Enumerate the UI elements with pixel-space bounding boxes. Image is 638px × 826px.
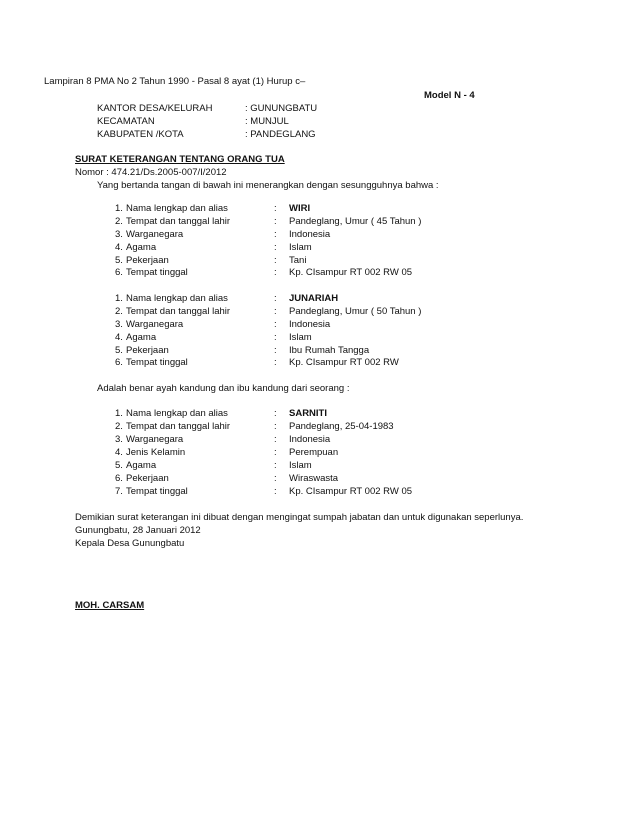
office-label: KECAMATAN (97, 116, 155, 127)
field-label: Nama lengkap dan alias (126, 408, 228, 419)
field-colon: : (274, 460, 277, 471)
field-label: Tempat tinggal (126, 486, 188, 497)
item-number: 7. (115, 486, 123, 497)
item-number: 4. (115, 332, 123, 343)
closing-statement: Demikian surat keterangan ini dibuat dengan mengingat sumpah jabatan dan untuk digunakan seperlunya. (75, 512, 524, 523)
field-value: Kp. CIsampur RT 002 RW 05 (289, 486, 413, 497)
field-value: Indonesia (289, 229, 331, 240)
field-value: Ibu Rumah Tangga (289, 345, 370, 356)
field-value: Indonesia (289, 434, 331, 445)
item-number: 4. (115, 242, 123, 253)
field-value: Wiraswasta (289, 473, 339, 484)
item-number: 2. (115, 216, 123, 227)
field-value: Pandeglang, Umur ( 50 Tahun ) (289, 306, 422, 317)
field-colon: : (274, 306, 277, 317)
field-colon: : (274, 473, 277, 484)
item-number: 6. (115, 473, 123, 484)
item-number: 1. (115, 293, 123, 304)
field-colon: : (274, 486, 277, 497)
relation-text: Adalah benar ayah kandung dan ibu kandung dari seorang : (97, 383, 350, 394)
office-label: KABUPATEN /KOTA (97, 129, 184, 140)
place-date: Gunungbatu, 28 Januari 2012 (75, 525, 201, 536)
field-colon: : (274, 357, 277, 368)
field-value: Pandeglang, 25-04-1983 (289, 421, 394, 432)
field-label: Warganegara (126, 319, 184, 330)
field-colon: : (274, 216, 277, 227)
item-number: 3. (115, 319, 123, 330)
field-value: Islam (289, 332, 312, 343)
field-label: Tempat tinggal (126, 267, 188, 278)
model-code: Model N - 4 (424, 90, 475, 101)
item-number: 5. (115, 345, 123, 356)
field-value: Pandeglang, Umur ( 45 Tahun ) (289, 216, 422, 227)
field-label: Pekerjaan (126, 255, 169, 266)
field-colon: : (274, 319, 277, 330)
item-number: 1. (115, 408, 123, 419)
document-title: SURAT KETERANGAN TENTANG ORANG TUA (75, 154, 285, 165)
signer-name: MOH. CARSAM (75, 600, 145, 611)
document-number: Nomor : 474.21/Ds.2005-007/I/2012 (75, 167, 227, 178)
field-label: Tempat dan tanggal lahir (126, 216, 231, 227)
item-number: 4. (115, 447, 123, 458)
item-number: 1. (115, 203, 123, 214)
signer-title: Kepala Desa Gunungbatu (75, 538, 185, 549)
field-colon: : (274, 434, 277, 445)
field-label: Tempat tinggal (126, 357, 188, 368)
field-colon: : (274, 293, 277, 304)
field-value: Kp. CIsampur RT 002 RW (289, 357, 399, 368)
field-value: Kp. CIsampur RT 002 RW 05 (289, 267, 413, 278)
field-label: Nama lengkap dan alias (126, 293, 228, 304)
field-label: Tempat dan tanggal lahir (126, 306, 231, 317)
field-colon: : (274, 408, 277, 419)
field-label: Agama (126, 460, 157, 471)
item-number: 3. (115, 434, 123, 445)
item-number: 6. (115, 357, 123, 368)
field-colon: : (274, 229, 277, 240)
field-value: Islam (289, 460, 312, 471)
field-label: Tempat dan tanggal lahir (126, 421, 231, 432)
mother-name: JUNARIAH (289, 293, 339, 304)
field-colon: : (274, 242, 277, 253)
field-value: Indonesia (289, 319, 331, 330)
item-number: 2. (115, 421, 123, 432)
field-value: Tani (289, 255, 307, 266)
field-label: Warganegara (126, 229, 184, 240)
father-name: WIRI (289, 203, 311, 214)
lampiran-reference: Lampiran 8 PMA No 2 Tahun 1990 - Pasal 8 ayat (1) Hurup c– (44, 76, 306, 87)
field-label: Pekerjaan (126, 345, 169, 356)
field-label: Warganegara (126, 434, 184, 445)
field-colon: : (274, 447, 277, 458)
field-label: Jenis Kelamin (126, 447, 186, 458)
office-value: : MUNJUL (245, 116, 289, 127)
field-label: Agama (126, 332, 157, 343)
item-number: 5. (115, 255, 123, 266)
office-value: : PANDEGLANG (245, 129, 316, 140)
item-number: 5. (115, 460, 123, 471)
office-label: KANTOR DESA/KELURAH (97, 103, 213, 114)
office-value: : GUNUNGBATU (245, 103, 318, 114)
item-number: 2. (115, 306, 123, 317)
field-label: Nama lengkap dan alias (126, 203, 228, 214)
intro-text: Yang bertanda tangan di bawah ini menerangkan dengan sesungguhnya bahwa : (97, 180, 439, 191)
field-colon: : (274, 421, 277, 432)
field-colon: : (274, 332, 277, 343)
field-label: Pekerjaan (126, 473, 169, 484)
field-value: Perempuan (289, 447, 339, 458)
field-colon: : (274, 203, 277, 214)
field-label: Agama (126, 242, 157, 253)
field-colon: : (274, 345, 277, 356)
item-number: 6. (115, 267, 123, 278)
item-number: 3. (115, 229, 123, 240)
child-name: SARNITI (289, 408, 327, 419)
field-value: Islam (289, 242, 312, 253)
field-colon: : (274, 255, 277, 266)
field-colon: : (274, 267, 277, 278)
